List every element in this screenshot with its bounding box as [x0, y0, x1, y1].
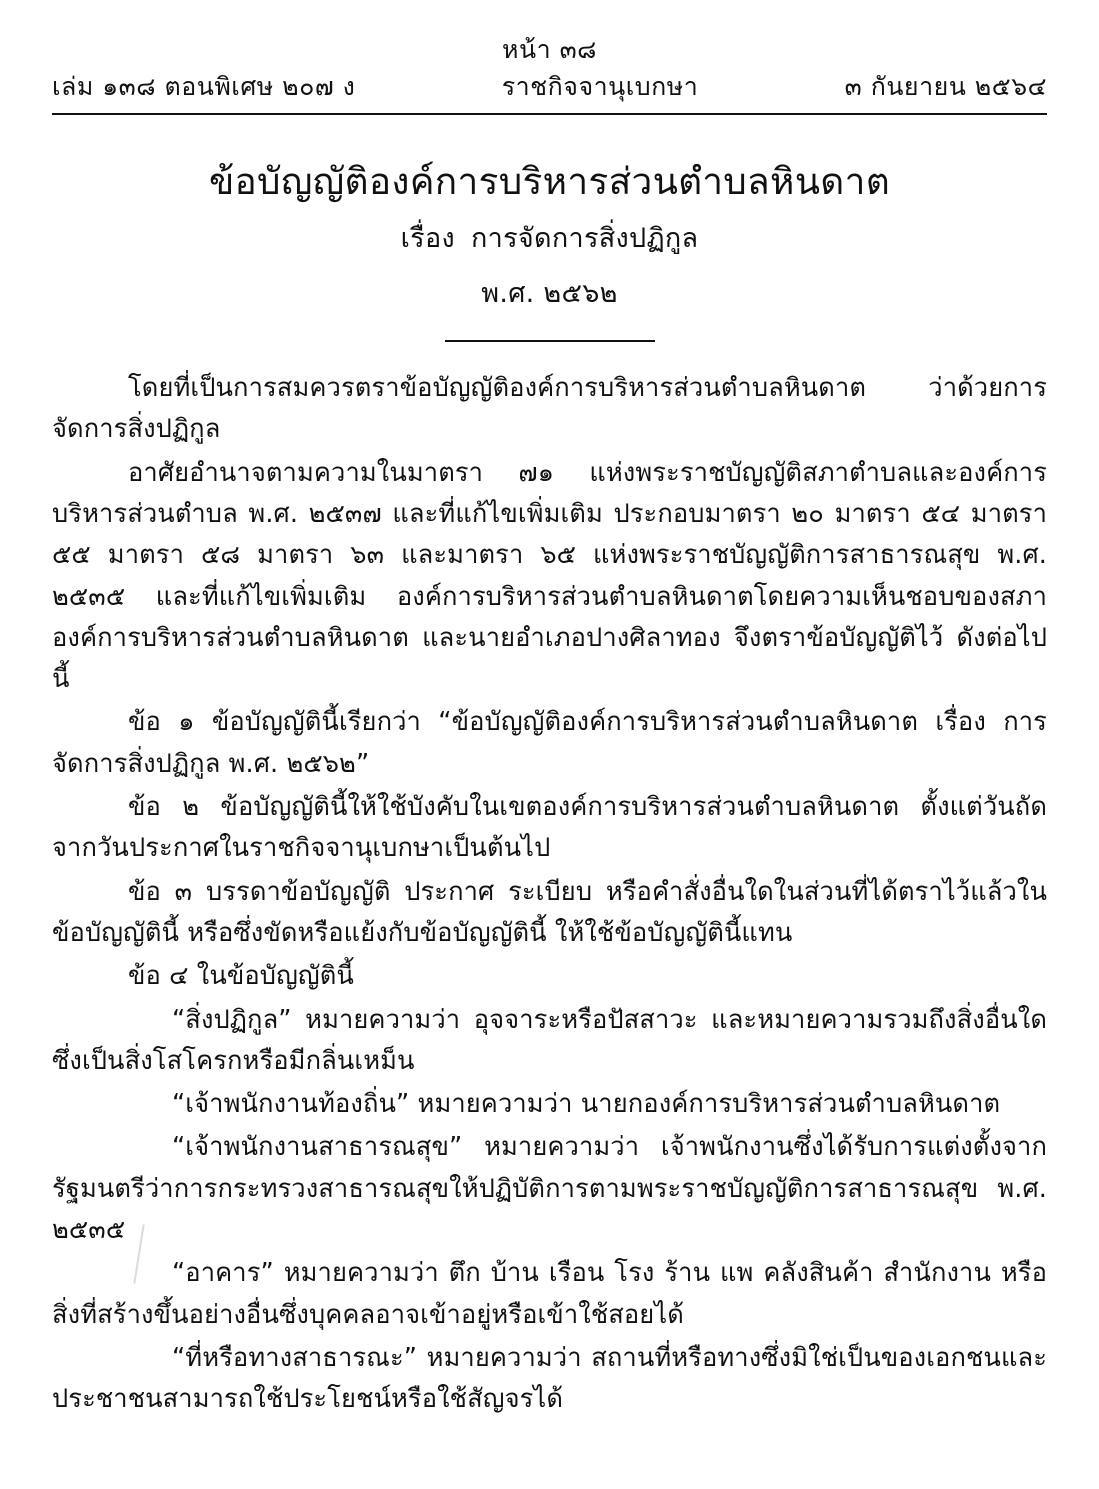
- definition-2: “เจ้าพนักงานท้องถิ่น” หมายความว่า นายกองค์การบริหารส่วนตำบลหินดาต: [172, 1089, 1001, 1120]
- clause-3-text: บรรดาข้อบัญญัติ ประกาศ ระเบียบ หรือคำสั่งอื่นใดในส่วนที่ได้ตราไว้แล้วในข้อบัญญัตินี้ หรือซึ่งขัดหรือแย้งกับข้อบัญญัตินี้ ให้ใช้ข้อบัญญัตินี้แทน: [52, 876, 1047, 948]
- clause-4-text: ในข้อบัญญัตินี้: [196, 961, 354, 992]
- year-line: พ.ศ. ๒๕๖๒: [481, 278, 618, 310]
- definition-1: “สิ่งปฏิกูล” หมายความว่า อุจจาระหรือปัสสาวะ และหมายความรวมถึงสิ่งอื่นใดซึ่งเป็นสิ่งโสโครกหรือมีกลิ่นเหม็น: [52, 1004, 1047, 1076]
- page-number-line: หน้า ๓๘: [502, 35, 597, 64]
- running-head: [52, 34, 1047, 120]
- subject-text: การจัดการสิ่งปฏิกูล: [470, 223, 699, 255]
- subject-line: [52, 216, 1047, 259]
- publication-date: ๓ กันยายน ๒๕๖๔: [844, 72, 1047, 102]
- clause-2-text: ข้อบัญญัตินี้ให้ใช้บังคับในเขตองค์การบริหารส่วนตำบลหินดาต ตั้งแต่วันถัดจากวันประกาศในราชกิจจานุเบกษาเป็นต้นไป: [52, 792, 1047, 864]
- definition-4: “อาคาร” หมายความว่า ตึก บ้าน เรือน โรง ร้าน แพ คลังสินค้า สำนักงาน หรือสิ่งที่สร้างขึ้นอย่างอื่นซึ่งบุคคลอาจเข้าอยู่หรือเข้าใช้สอยได้: [52, 1258, 1047, 1330]
- preamble-paragraph-1: โดยที่เป็นการสมควรตราข้อบัญญัติองค์การบริหารส่วนตำบลหินดาต ว่าด้วยการจัดการสิ่งปฏิกูล: [52, 373, 1047, 445]
- page-title: ข้อบัญญัติองค์การบริหารส่วนตำบลหินดาต: [208, 160, 891, 203]
- preamble-paragraph-2: อาศัยอำนาจตามความในมาตรา ๗๑ แห่งพระราชบัญญัติสภาตำบลและองค์การบริหารส่วนตำบล พ.ศ. ๒๕๓๗ และที่แก้ไขเพิ่มเติม ประกอบมาตรา ๒๐ มาตรา ๕๔ มาตรา ๕๕ มาตรา ๕๘ มาตรา ๖๓ และมาตรา ๖๕ แห่งพระราชบัญญัติการสาธารณสุข พ.ศ. ๒๕๓๕ และที่แก้ไขเพิ่มเติม องค์การบริหารส่วนตำบลหินดาตโดยความเห็นชอบของสภาองค์การบริหารส่วนตำบลหินดาต และนายอำเภอปางศิลาทอง จึงตราข้อบัญญัติไว้ ดังต่อไปนี้: [52, 457, 1047, 695]
- clause-1-number: ข้อ ๑: [128, 707, 195, 738]
- clause-1: [52, 702, 1047, 785]
- header-divider: [52, 113, 1047, 115]
- document-body: [52, 368, 1047, 1420]
- clause-3: [52, 872, 1047, 955]
- clause-1-text: ข้อบัญญัตินี้เรียกว่า “ข้อบัญญัติองค์การบริหารส่วนตำบลหินดาต เรื่อง การจัดการสิ่งปฏิกูล พ.ศ. ๒๕๖๒”: [52, 707, 1047, 779]
- clause-4: [52, 956, 1047, 997]
- definition-5: “ที่หรือทางสาธารณะ” หมายความว่า สถานที่หรือทางซึ่งมิใช่เป็นของเอกชนและประชาชนสามารถใช้ประโยชน์หรือใช้สัญจรได้: [52, 1342, 1047, 1415]
- clause-2-number: ข้อ ๒: [128, 792, 200, 823]
- clause-3-number: ข้อ ๓: [128, 876, 193, 907]
- gazette-name: ราชกิจจานุเบกษา: [501, 72, 699, 102]
- title-divider: [445, 340, 655, 342]
- title-block: [52, 158, 1047, 342]
- clause-4-number: ข้อ ๔: [128, 961, 189, 992]
- volume-info: เล่ม ๑๓๘ ตอนพิเศษ ๒๐๗ ง: [52, 72, 356, 102]
- subject-label: เรื่อง: [400, 223, 455, 255]
- clause-2: [52, 787, 1047, 870]
- definition-3: “เจ้าพนักงานสาธารณสุข” หมายความว่า เจ้าพนักงานซึ่งได้รับการแต่งตั้งจากรัฐมนตรีว่าการกระทรวงสาธารณสุขให้ปฏิบัติการตามพระราชบัญญัติการสาธารณสุข พ.ศ. ๒๕๓๕: [52, 1132, 1047, 1246]
